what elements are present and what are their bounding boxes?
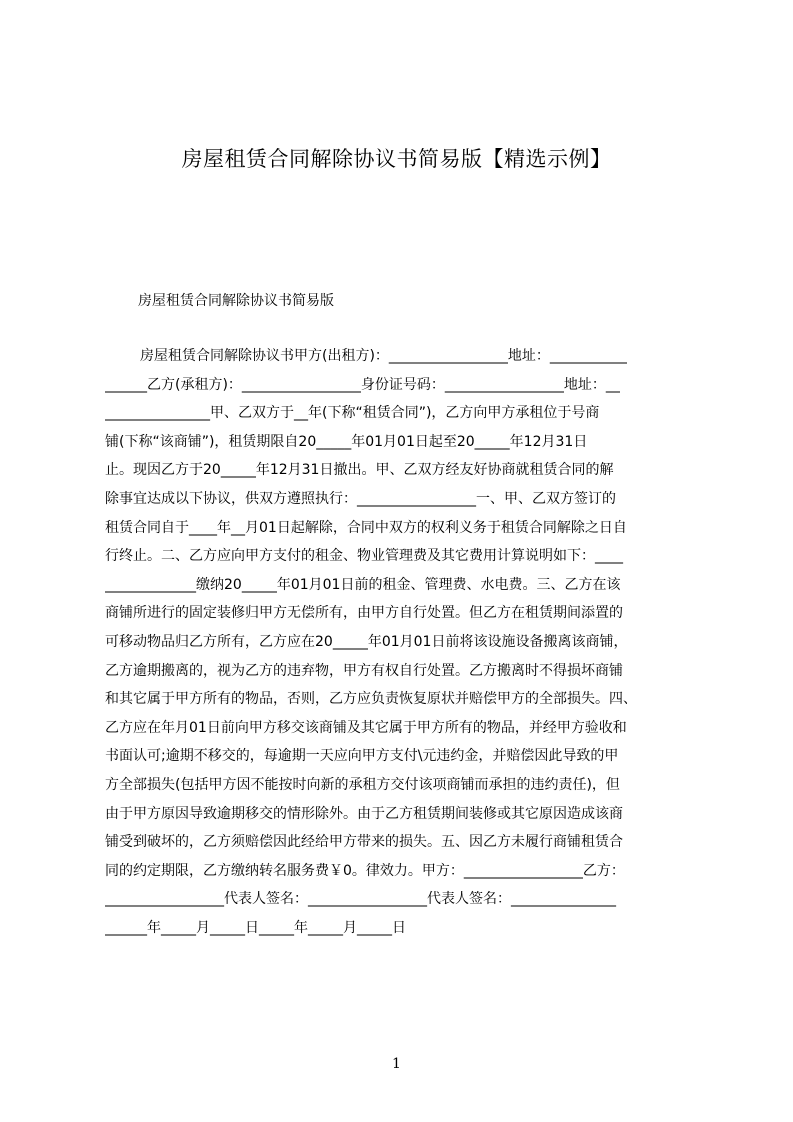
- body-line: 由于甲方原因导致逾期移交的情形除外。由于乙方租赁期间装修或其它原因造成该商: [105, 805, 623, 822]
- body-line: 和其它属于甲方所有的物品，否则，乙方应负责恢复原状并赔偿甲方的全部损失。四、: [105, 691, 637, 708]
- body-line: 除事宜达成以下协议，供双方遵照执行：_________________一、甲、乙双方签订的: [105, 490, 616, 507]
- body-line: 书面认可;逾期不移交的，每逾期一天应向甲方支付\元违约金，并赔偿因此导致的甲: [105, 748, 619, 765]
- body-line: _______________甲、乙双方于__年(下称“租赁合同”)，乙方向甲方承租位于号商: [105, 405, 600, 422]
- body-line: ______年_____月_____日_____年_____月_____日: [105, 919, 406, 936]
- body-line: 房屋租赁合同解除协议书甲方(出租方)：_________________地址：___________: [140, 348, 627, 364]
- agreement-body: [105, 342, 697, 942]
- body-line: 租赁合同自于____年__月01日起解除，合同中双方的权利义务于租赁合同解除之日自: [105, 519, 627, 536]
- body-line: ______乙方(承租方)：_________________身份证号码：_________________地址：__: [105, 376, 620, 393]
- page-number: 1: [392, 1056, 401, 1072]
- body-line: _____________缴纳20_____年01月01日前的租金、管理费、水电费。三、乙方在该: [105, 576, 621, 593]
- body-line: 同的约定期限，乙方缴纳转名服务费￥0。律效力。甲方：_________________乙方：: [105, 862, 625, 879]
- document-subtitle: 房屋租赁合同解除协议书简易版: [138, 293, 334, 309]
- body-line: 可移动物品归乙方所有，乙方应在20_____年01月01日前将该设施设备搬离该商铺，: [105, 633, 628, 650]
- body-line: 止。现因乙方于20_____年12月31日撤出。甲、乙双方经友好协商就租赁合同的解: [105, 462, 614, 479]
- body-line: 方全部损失(包括甲方因不能按时向新的承租方交付该项商铺而承担的违约责任)，但: [105, 776, 620, 793]
- body-line: 乙方逾期搬离的，视为乙方的违弃物，甲方有权自行处置。乙方搬离时不得损坏商铺: [105, 662, 623, 679]
- body-line: _________________代表人签名：_________________代表人签名：_______________: [105, 891, 616, 908]
- body-line: 铺(下称“该商铺”)，租赁期限自20_____年01月01日起至20_____年12月31日: [105, 433, 588, 450]
- body-line: 行终止。二、乙方应向甲方支付的租金、物业管理费及其它费用计算说明如下：____: [105, 548, 623, 565]
- body-line: 铺受到破坏的，乙方须赔偿因此经给甲方带来的损失。五、因乙方未履行商铺租赁合: [105, 834, 623, 851]
- body-line: 商铺所进行的固定装修归甲方无偿所有，由甲方自行处置。但乙方在租赁期间添置的: [105, 605, 623, 622]
- body-line: 乙方应在年月01日前向甲方移交该商铺及其它属于甲方所有的物品，并经甲方验收和: [105, 719, 627, 736]
- document-title: 房屋租赁合同解除协议书简易版【精选示例】: [181, 147, 612, 171]
